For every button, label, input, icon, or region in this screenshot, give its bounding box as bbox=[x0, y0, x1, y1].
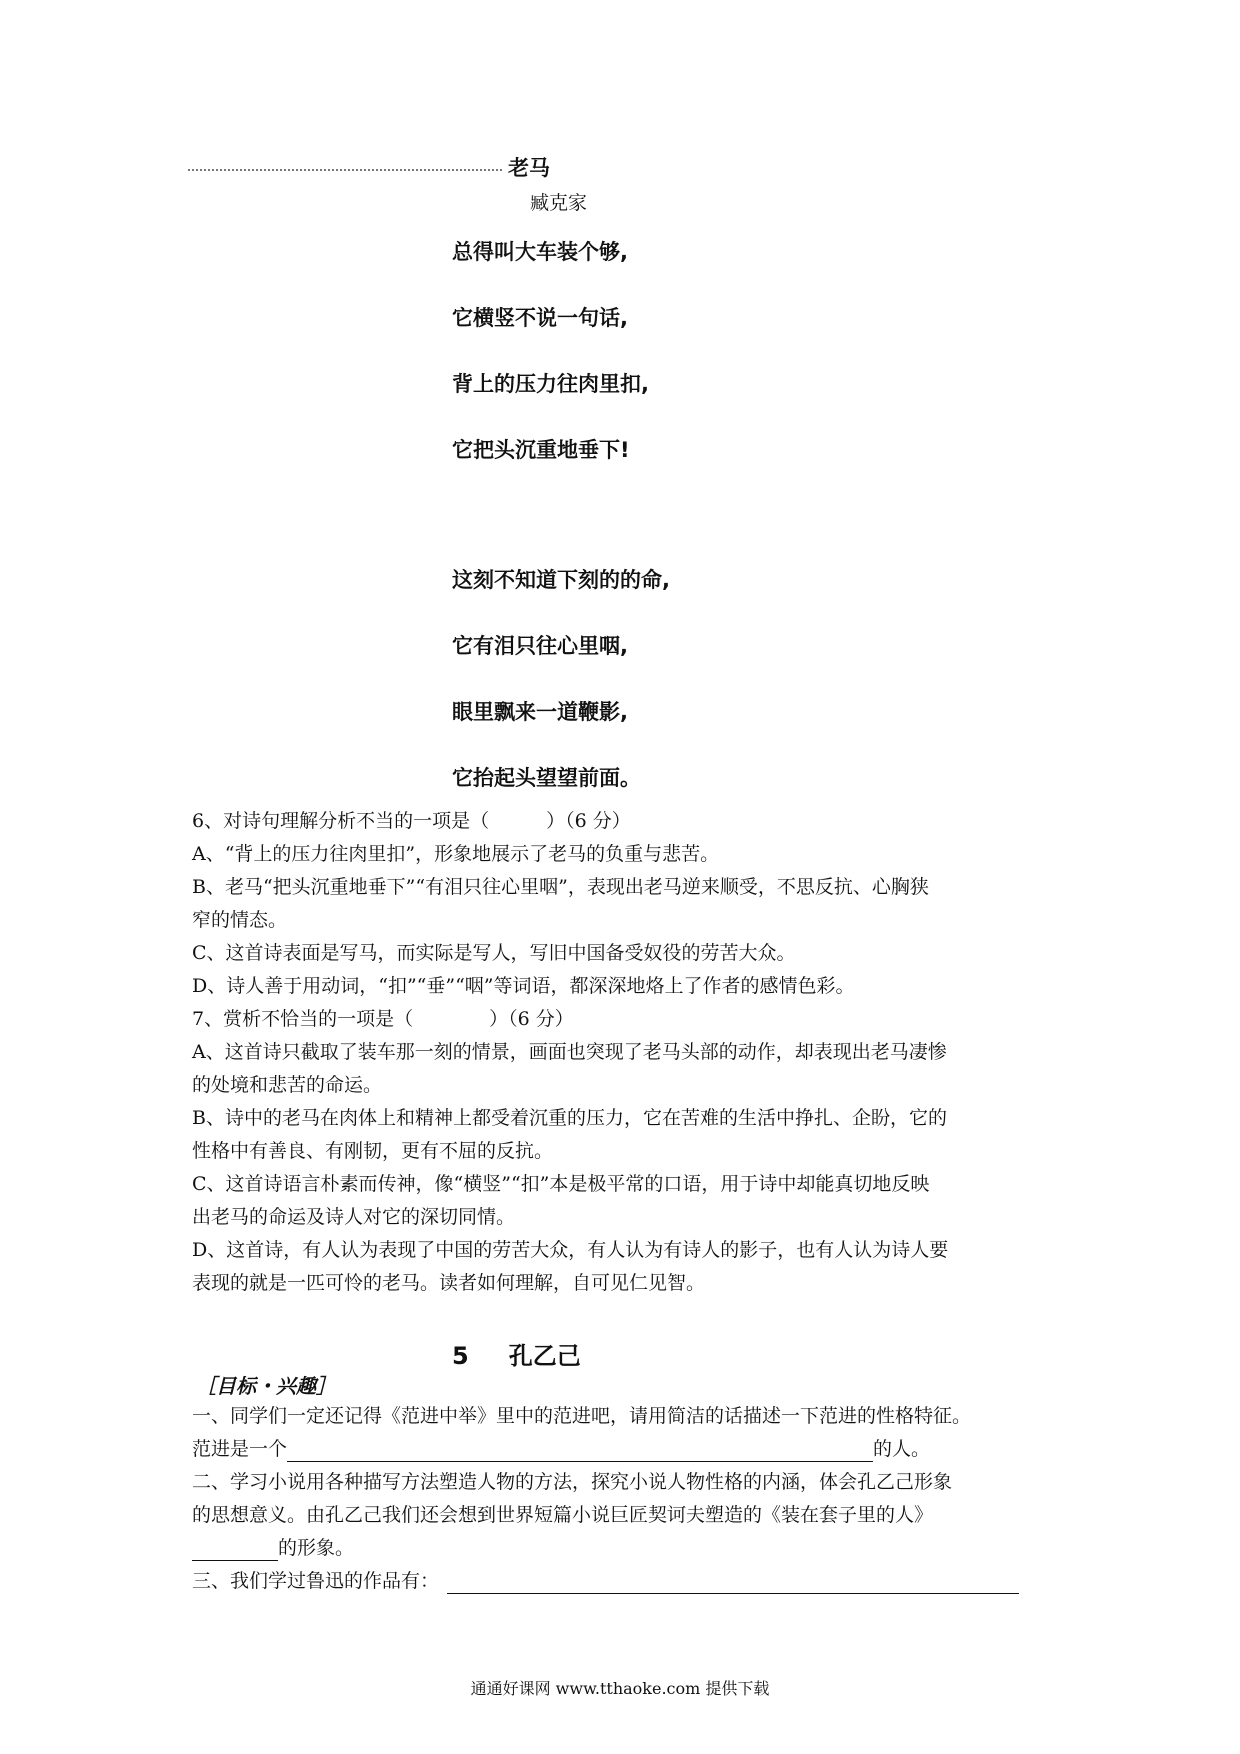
item-2-answer-line bbox=[192, 1535, 354, 1561]
question-7-stem: 7、赏析不恰当的一项是（ ）（6 分） bbox=[192, 1008, 574, 1030]
poem-line: 这刻不知道下刻的的命, bbox=[452, 568, 670, 592]
item-1-answer-line bbox=[192, 1436, 930, 1462]
poem-author: 臧克家 bbox=[530, 192, 588, 214]
item-1-prompt: 一、同学们一定还记得《范进中举》里中的范进吧，请用简洁的话描述一下范进的性格特征。 bbox=[192, 1405, 972, 1427]
question-7-option-a-cont: 的处境和悲苦的命运。 bbox=[192, 1074, 383, 1096]
poem-line: 它有泪只往心里咽, bbox=[452, 634, 628, 658]
answer-blank[interactable] bbox=[447, 1573, 1019, 1594]
question-7-option-c: C、这首诗语言朴素而传神，像“横竖”“扣”本是极平常的口语，用于诗中却能真切地反映 bbox=[192, 1173, 930, 1195]
item-2-suffix: 的形象。 bbox=[278, 1537, 355, 1559]
poem-line: 总得叫大车装个够, bbox=[452, 240, 628, 264]
question-6-option-c: C、这首诗表面是写马，而实际是写人，写旧中国备受奴役的劳苦大众。 bbox=[192, 942, 796, 964]
answer-blank[interactable] bbox=[192, 1540, 278, 1561]
question-7-option-a: A、这首诗只截取了装车那一刻的情景，画面也突现了老马头部的动作，却表现出老马凄惨 bbox=[192, 1041, 947, 1063]
question-7-option-b-cont: 性格中有善良、有刚韧，更有不屈的反抗。 bbox=[192, 1140, 554, 1162]
question-7-option-b: B、诗中的老马在肉体上和精神上都受着沉重的压力，它在苦难的生活中挣扎、企盼，它的 bbox=[192, 1107, 947, 1129]
page-footer: 通通好课网 www.tthaoke.com 提供下载 bbox=[470, 1679, 770, 1698]
poem-title: 老马 bbox=[508, 156, 550, 180]
question-6-stem: 6、对诗句理解分析不当的一项是（ ）（6 分） bbox=[192, 810, 631, 832]
section-title: 孔乙己 bbox=[508, 1342, 581, 1370]
question-7-option-c-cont: 出老马的命运及诗人对它的深切同情。 bbox=[192, 1206, 516, 1228]
question-6-option-a: A、“背上的压力往肉里扣”，形象地展示了老马的负重与悲苦。 bbox=[192, 843, 720, 865]
item-1-suffix: 的人。 bbox=[873, 1438, 931, 1460]
question-6-option-b: B、老马“把头沉重地垂下”“有泪只往心里咽”，表现出老马逆来顺受，不思反抗、心胸狭 bbox=[192, 876, 929, 898]
poem-line: 它抬起头望望前面。 bbox=[452, 766, 641, 790]
item-1-prefix: 范进是一个 bbox=[192, 1438, 288, 1460]
poem-line: 背上的压力往肉里扣, bbox=[452, 372, 649, 396]
title-leader-dots bbox=[188, 168, 502, 171]
poem-line: 它横竖不说一句话, bbox=[452, 306, 628, 330]
poem-line: 它把头沉重地垂下! bbox=[452, 438, 630, 462]
item-2-prompt-cont: 的思想意义。由孔乙己我们还会想到世界短篇小说巨匠契诃夫塑造的《装在套子里的人》 bbox=[192, 1504, 934, 1526]
section-tag: ［目标・兴趣］ bbox=[196, 1374, 336, 1398]
question-7-option-d: D、这首诗，有人认为表现了中国的劳苦大众，有人认为有诗人的影子，也有人认为诗人要 bbox=[192, 1239, 949, 1261]
question-7-option-d-cont: 表现的就是一匹可怜的老马。读者如何理解，自可见仁见智。 bbox=[192, 1272, 706, 1294]
poem-line: 眼里飘来一道鞭影, bbox=[452, 700, 628, 724]
item-3-prefix: 三、我们学过鲁迅的作品有： bbox=[192, 1570, 440, 1592]
question-6-option-d: D、诗人善于用动词，“扣”“垂”“咽”等词语，都深深地烙上了作者的感情色彩。 bbox=[192, 975, 855, 997]
section-heading bbox=[452, 1336, 581, 1371]
item-3-answer-line bbox=[192, 1568, 1019, 1594]
answer-blank[interactable] bbox=[287, 1441, 873, 1462]
section-number: 5 bbox=[452, 1342, 469, 1370]
item-2-prompt: 二、学习小说用各种描写方法塑造人物的方法，探究小说人物性格的内涵，体会孔乙己形象 bbox=[192, 1471, 953, 1493]
question-6-option-b-cont: 窄的情态。 bbox=[192, 909, 288, 931]
